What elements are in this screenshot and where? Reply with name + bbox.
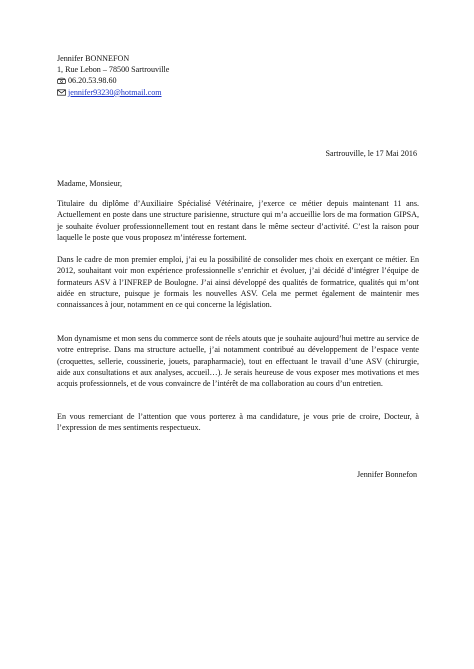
sender-phone: 06.20.53.98.60 xyxy=(68,76,117,86)
signature: Jennifer Bonnefon xyxy=(356,470,417,479)
paragraph-3: Mon dynamisme et mon sens du commerce sont de réels atouts que je souhaite aujourd’hui mettre au service de votre entreprise. Dans ma structure actuelle, j’ai notamment contribué au développement de l’espace vente (croquettes, sellerie, coussinerie, jouets, parapharmacie), tout en effectuant le travail d’une ASV (chirurgie, aide aux consultations et aux analyses, accueil…). Je serais heureuse de vous exposer mes motivations et mes acquis professionnels, et de vous convaincre de l’intérêt de ma collaboration au cours d’un entretien. xyxy=(57,334,419,389)
letter-date: Sartrouville, le 17 Mai 2016 xyxy=(325,149,417,158)
sender-block xyxy=(57,53,169,98)
salutation: Madame, Monsieur, xyxy=(57,179,123,188)
sender-phone-line xyxy=(57,75,169,86)
sender-name: Jennifer BONNEFON xyxy=(57,54,130,63)
sender-email-link[interactable]: jennifer93230@hotmail.com xyxy=(68,87,162,97)
sender-address: 1, Rue Lebon – 78500 Sartrouville xyxy=(57,65,170,75)
paragraph-4: En vous remerciant de l’attention que vous porterez à ma candidature, je vous prie de croire, Docteur, à l’expression de mes sentiments respectueux. xyxy=(57,412,419,433)
paragraph-1: Titulaire du diplôme d’Auxiliaire Spécialisé Vétérinaire, j’exerce ce métier depuis maintenant 11 ans. Actuellement en poste dans une structure parisienne, structure qui m’a accueillie lors de ma formation GIPSA, je souhaite évoluer professionnellement tout en restant dans le même secteur d’activité. C’est la raison pour laquelle le poste que vous proposez m’intéresse fortement. xyxy=(57,199,419,242)
phone-icon xyxy=(57,77,66,84)
paragraph-2: Dans le cadre de mon premier emploi, j’ai eu la possibilité de consolider mes choix en exerçant ce métier. En 2012, souhaitant voir mon expérience professionnelle s’enrichir et évoluer, j’ai décidé d’intégrer l’équipe de formateurs ASV à l’INFREP de Boulogne. J’ai ainsi développé des qualités de formatrice, qualités qui m’ont aidée en structure, puisque je formais les nouvelles ASV. Cela me permet également de maintenir mes connaissances à jour, notamment en ce qui concerne la législation. xyxy=(57,255,419,310)
sender-email-line xyxy=(57,87,169,98)
envelope-icon xyxy=(57,89,66,96)
